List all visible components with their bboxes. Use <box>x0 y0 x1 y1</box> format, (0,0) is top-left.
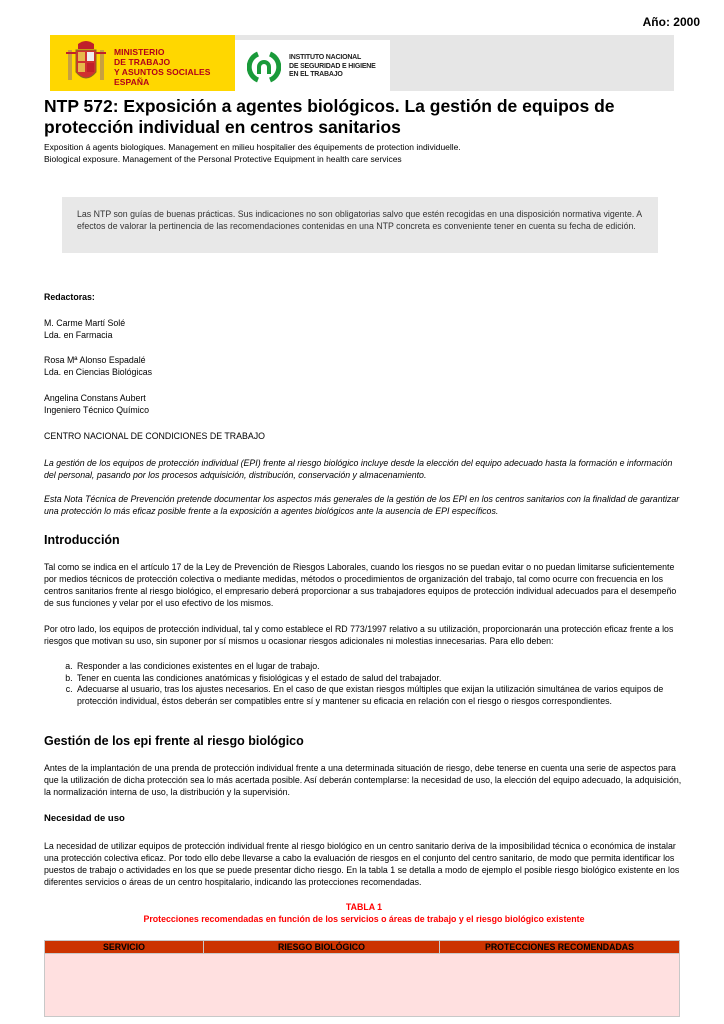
disclaimer-notice <box>62 197 658 253</box>
column-header-servicio: SERVICIO <box>45 941 203 953</box>
author-name: M. Carme Martí Solé <box>44 318 126 328</box>
intro-paragraph-2: Por otro lado, los equipos de protección individual, tal y como establece el RD 773/1997 relativo a su utilización, proporcionarán una protección eficaz frente a los riesgos que motivan su uso, sin suponer por sí mismos u ocasionar riesgos adicionales ni molestias innecesarias. Para ello deben: <box>44 624 674 646</box>
intro-paragraph-1: Tal como se indica en el artículo 17 de la Ley de Prevención de Riesgos Laborales, cuando los riesgos no se puedan evitar o no puedan limitarse suficientemente por medios técnicos de protección colectiva o mediante medidas, métodos o procedimientos de organización del trabajo, tal como ocurre con frecuencia en los centros sanitarios frente al riesgo biológico, el empresario deberá proporcionar a sus trabajadores equipos de protección individual adecuados para el desempeño de sus funciones y velar por el uso efectivo de los mismos. <box>44 562 677 608</box>
abstract-paragraph-1: La gestión de los equipos de protección individual (EPI) frente al riesgo biológico incluye desde la elección del equipo adecuado hasta la formación e información del personal, pasando por los procesos adquisición, distribución, conservación y almacenamiento. <box>44 458 673 480</box>
ministry-name: MINISTERIO DE TRABAJO Y ASUNTOS SOCIALES ESPAÑA <box>114 47 211 87</box>
institute-name: INSTITUTO NACIONAL DE SEGURIDAD E HIGIENE EN EL TRABAJO <box>289 54 376 78</box>
author-name: Rosa Mª Alonso Espadalé <box>44 355 146 365</box>
author-role: Lda. en Farmacia <box>44 330 113 340</box>
year-label: Año: 2000 <box>642 15 700 29</box>
authors-label: Redactoras: <box>44 292 95 302</box>
subtitles <box>44 142 461 165</box>
column-header-riesgo: RIESGO BIOLÓGICO <box>204 941 439 953</box>
author-3 <box>44 392 684 416</box>
institute-mark-icon <box>247 50 281 84</box>
subtitle-english: Biological exposure. Management of the Personal Protective Equipment in health care services <box>44 153 402 164</box>
gestion-paragraph: Antes de la implantación de una prenda de protección individual frente a una determinada situación de riesgo, debe tenerse en cuenta una serie de aspectos para que la utilización de dicha protección sea lo más acertada posible. Así deberán contemplarse: la necesidad de uso, la elección del equipo adecuado, la adquisición, la normalización interna de uso, la distribución y la supervisión. <box>44 763 682 797</box>
list-item: b. Tener en cuenta las condiciones anatómicas y fisiológicas y el estado de salud del trabajador. <box>75 673 705 685</box>
column-header-protecciones: PROTECCIONES RECOMENDADAS <box>440 941 679 953</box>
center-name: CENTRO NACIONAL DE CONDICIONES DE TRABAJO <box>44 431 265 441</box>
table-label: TABLA 1 <box>345 902 383 912</box>
author-1 <box>44 317 684 341</box>
table-header-row <box>45 941 679 953</box>
section-heading-gestion: Gestión de los epi frente al riesgo biológico <box>44 734 304 748</box>
author-name: Angelina Constans Aubert <box>44 393 146 403</box>
table-caption: Protecciones recomendadas en función de los servicios o áreas de trabajo y el riesgo biológico existente <box>143 914 585 924</box>
list-item: c. Adecuarse al usuario, tras los ajustes necesarios. En el caso de que existan riesgos múltiples que exijan la utilización simultánea de varios equipos de protección individual, éstos deberán ser compatibles entre sí y mantener su eficacia en relación con el riesgo o riesgos correspondientes. <box>75 684 705 707</box>
institute-logo <box>235 40 390 91</box>
page-title: NTP 572: Exposición a agentes biológicos. La gestión de equipos de protección individual en centros sanitarios <box>44 96 615 137</box>
subtitle-french: Exposition á agents biologiques. Management en milieu hospitalier des équipements de protection individuelle. <box>44 142 461 152</box>
author-role: Lda. en Ciencias Biológicas <box>44 367 153 377</box>
notice-text: Las NTP son guías de buenas prácticas. Sus indicaciones no son obligatorias salvo que estén recogidas en una disposición normativa vigente. A efectos de valorar la pertinencia de las recomendaciones contenidas en una NTP concreta es conveniente tener en cuenta su fecha de edición. <box>77 209 642 232</box>
table-cell <box>45 954 679 1016</box>
author-2 <box>44 354 684 378</box>
table-row <box>45 954 679 1016</box>
ministry-logo <box>50 35 235 91</box>
protections-table <box>44 940 680 1017</box>
subsection-heading-necesidad: Necesidad de uso <box>44 813 125 824</box>
requirements-list <box>44 661 705 707</box>
abstract-paragraph-2: Esta Nota Técnica de Prevención pretende documentar los aspectos más generales de la gestión de los EPI en los centros sanitarios con la finalidad de garantizar una protección lo más eficaz posible frente a la exposición a agentes biológicos ante la ausencia de EPI específicos. <box>44 494 680 516</box>
coat-of-arms-icon <box>66 40 106 86</box>
header-banner <box>50 35 674 91</box>
necesidad-paragraph: La necesidad de utilizar equipos de protección individual frente al riesgo biológico en un centro sanitario deriva de la imposibilidad técnica o económica de instalar una protección colectiva eficaz. Por todo ello debe llevarse a cabo la evaluación de riesgos en el conjunto del centro sanitario, de modo que permita identificar los puestos de trabajo o actividades en los que se puede presentar dicho riesgo. En la tabla 1 se detalla a modo de ejemplo el posible riesgo biológico existente en los diferentes servicios o áreas de un centro hospitalario, indicando las protecciones recomendadas. <box>44 841 680 887</box>
section-heading-introduccion: Introducción <box>44 533 120 547</box>
list-item: a. Responder a las condiciones existentes en el lugar de trabajo. <box>75 661 705 673</box>
author-role: Ingeniero Técnico Químico <box>44 405 149 415</box>
